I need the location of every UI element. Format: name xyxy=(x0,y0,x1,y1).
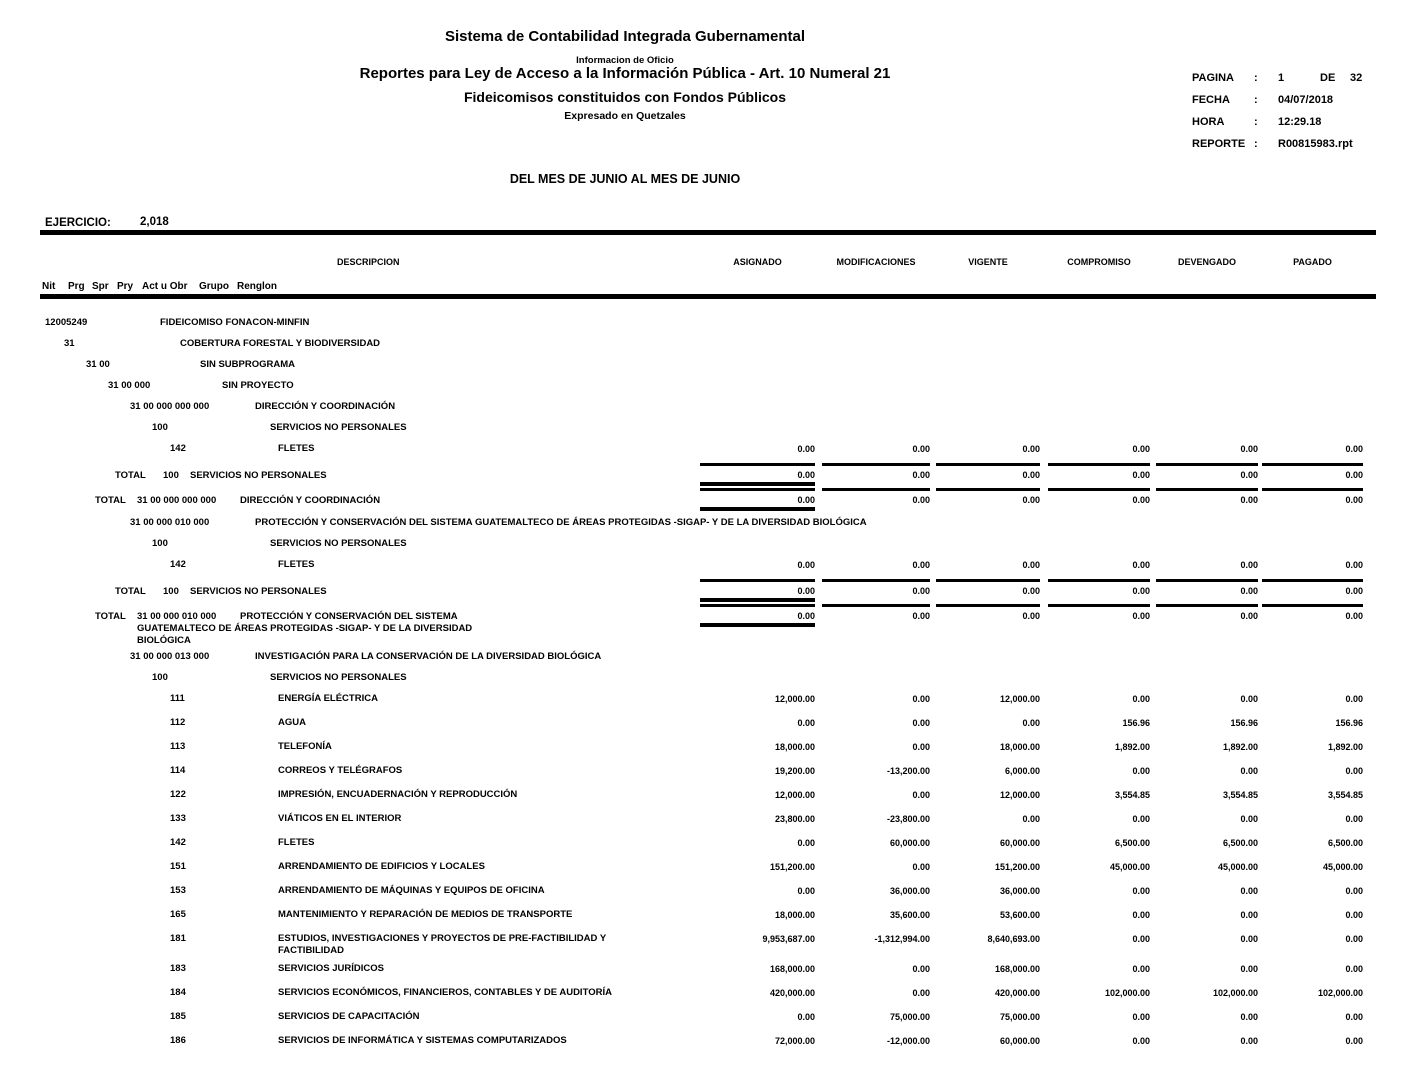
amount-cell: 0.00 xyxy=(1048,463,1150,480)
total-row xyxy=(0,487,1408,512)
amount-cell: 420,000.00 xyxy=(769,988,815,998)
amount-cell: 0.00 xyxy=(1345,1036,1363,1046)
group-row xyxy=(0,667,1408,688)
page-number: 1 xyxy=(1278,72,1285,84)
row-description: DIRECCIÓN Y COORDINACIÓN xyxy=(240,495,381,506)
amount-cell: 0.00 xyxy=(1240,814,1258,824)
time-value: 12:29.18 xyxy=(1278,116,1322,128)
amount-cell: 0.00 xyxy=(700,463,815,486)
amount-cell: 0.00 xyxy=(1156,579,1258,596)
row-description: ARRENDAMIENTO DE EDIFICIOS Y LOCALES xyxy=(278,861,485,872)
amount-cell: 0.00 xyxy=(912,862,930,872)
row-description: AGUA xyxy=(278,717,306,728)
amount-cell: 1,892.00 xyxy=(1327,742,1363,752)
amount-cell: 0.00 xyxy=(797,444,815,454)
amount-cell: 0.00 xyxy=(1240,444,1258,454)
column-header-compromiso: COMPROMISO xyxy=(1067,257,1131,267)
column-header-vigente: VIGENTE xyxy=(968,257,1008,267)
detail-row xyxy=(0,736,1408,760)
meta-row-pagina xyxy=(1192,72,1408,94)
row-code: 185 xyxy=(170,1011,186,1022)
header-separator-top xyxy=(40,230,1376,235)
amount-cell: 18,000.00 xyxy=(774,742,815,752)
amount-cell: 23,800.00 xyxy=(774,814,815,824)
amount-cell: 6,000.00 xyxy=(1004,766,1040,776)
amount-cell: 0.00 xyxy=(1345,964,1363,974)
row-description: SIN PROYECTO xyxy=(222,380,294,391)
amount-cell: 151,200.00 xyxy=(769,862,815,872)
amount-cell: 9,953,687.00 xyxy=(762,934,815,944)
row-code: 31 00 000 000 000 xyxy=(137,495,217,506)
amount-cell: 53,600.00 xyxy=(999,910,1040,920)
column-header-pagado: PAGADO xyxy=(1293,257,1332,267)
amount-cell: 0.00 xyxy=(1345,560,1363,570)
amount-cell: 60,000.00 xyxy=(999,1036,1040,1046)
amount-cell: 0.00 xyxy=(1345,1012,1363,1022)
amount-cell: 3,554.85 xyxy=(1222,790,1258,800)
row-description: FIDEICOMISO FONACON-MINFIN xyxy=(160,317,310,328)
amount-cell: -12,000.00 xyxy=(886,1036,930,1046)
detail-row xyxy=(0,784,1408,808)
amount-cell: 45,000.00 xyxy=(1217,862,1258,872)
amount-cell: 0.00 xyxy=(700,488,815,511)
group-row xyxy=(0,312,1408,333)
column-header-devengado: DEVENGADO xyxy=(1177,257,1236,267)
amount-cell: 0.00 xyxy=(1048,604,1150,621)
amount-cell: 72,000.00 xyxy=(774,1036,815,1046)
code-header-spr: Spr xyxy=(92,281,109,292)
group-row xyxy=(0,646,1408,667)
code-header-pry: Pry xyxy=(117,281,134,292)
amount-cell: 156.96 xyxy=(1122,718,1150,728)
amount-cell: -1,312,994.00 xyxy=(874,934,930,944)
detail-row xyxy=(0,958,1408,982)
amount-cell: 0.00 xyxy=(912,444,930,454)
row-code: 165 xyxy=(170,909,186,920)
amount-cell: 0.00 xyxy=(912,988,930,998)
row-code: 142 xyxy=(170,443,186,454)
row-description: INVESTIGACIÓN PARA LA CONSERVACIÓN DE LA DIVERSIDAD BIOLÓGICA xyxy=(255,651,602,662)
row-code: 133 xyxy=(170,813,186,824)
amount-cell: 0.00 xyxy=(1262,488,1363,505)
amount-cell: 0.00 xyxy=(797,838,815,848)
group-row xyxy=(0,333,1408,354)
amount-cell: 19,200.00 xyxy=(774,766,815,776)
amount-cell: 0.00 xyxy=(1132,1012,1150,1022)
amount-cell: 0.00 xyxy=(1022,444,1040,454)
row-code: 31 00 000 xyxy=(108,380,151,391)
amount-cell: 0.00 xyxy=(1240,934,1258,944)
amount-cell: 1,892.00 xyxy=(1114,742,1150,752)
amount-cell: 36,000.00 xyxy=(889,886,930,896)
amount-cell: 156.96 xyxy=(1335,718,1363,728)
report-table-body xyxy=(0,312,1408,1054)
amount-cell: 0.00 xyxy=(1132,814,1150,824)
row-description: FLETES xyxy=(278,443,315,454)
detail-row xyxy=(0,760,1408,784)
amount-cell: 75,000.00 xyxy=(999,1012,1040,1022)
row-description-line: GUATEMALTECO DE ÁREAS PROTEGIDAS -SIGAP- Y DE LA DIVERSIDAD xyxy=(137,623,473,634)
amount-cell: -23,800.00 xyxy=(886,814,930,824)
amount-cell: 420,000.00 xyxy=(994,988,1040,998)
colon: : xyxy=(1254,72,1258,84)
colon: : xyxy=(1254,94,1258,106)
row-description: COBERTURA FORESTAL Y BIODIVERSIDAD xyxy=(180,338,381,349)
amount-cell: 102,000.00 xyxy=(1212,988,1258,998)
report-meta xyxy=(1192,72,1408,160)
amount-cell: 0.00 xyxy=(936,488,1040,505)
column-header-descripcion: DESCRIPCION xyxy=(337,257,400,267)
time-label: HORA xyxy=(1192,116,1225,128)
report-file-value: R00815983.rpt xyxy=(1278,138,1353,150)
amount-cell: 0.00 xyxy=(1345,934,1363,944)
amount-cell: 0.00 xyxy=(822,579,930,596)
row-code: 100 xyxy=(163,470,179,481)
row-code: 114 xyxy=(170,765,186,776)
amount-cell: 0.00 xyxy=(1022,718,1040,728)
amount-cell: 0.00 xyxy=(1048,488,1150,505)
row-description: VIÁTICOS EN EL INTERIOR xyxy=(278,813,402,824)
amount-cell: 0.00 xyxy=(1132,1036,1150,1046)
code-header-prg: Prg xyxy=(68,281,85,292)
row-description: SIN SUBPROGRAMA xyxy=(200,359,296,370)
row-code: 181 xyxy=(170,933,186,944)
row-description: SERVICIOS ECONÓMICOS, FINANCIEROS, CONTABLES Y DE AUDITORÍA xyxy=(278,987,612,998)
amount-cell: 168,000.00 xyxy=(994,964,1040,974)
row-description: SERVICIOS JURÍDICOS xyxy=(278,963,384,974)
group-row xyxy=(0,512,1408,533)
amount-cell: 0.00 xyxy=(1240,964,1258,974)
group-row xyxy=(0,354,1408,375)
group-row xyxy=(0,533,1408,554)
detail-row xyxy=(0,1006,1408,1030)
row-code: 113 xyxy=(170,741,186,752)
amount-cell: 0.00 xyxy=(1132,934,1150,944)
amount-cell: 151,200.00 xyxy=(994,862,1040,872)
total-row xyxy=(0,462,1408,487)
row-description: SERVICIOS DE CAPACITACIÓN xyxy=(278,1011,420,1022)
total-row xyxy=(0,603,1408,646)
meta-row-reporte xyxy=(1192,138,1408,160)
code-header-renglon: Renglon xyxy=(237,281,277,292)
row-code: 112 xyxy=(170,717,186,728)
detail-row xyxy=(0,438,1408,462)
colon: : xyxy=(1254,138,1258,150)
row-description: PROTECCIÓN Y CONSERVACIÓN DEL SISTEMA GUATEMALTECO DE ÁREAS PROTEGIDAS -SIGAP- Y DE LA DIVERSIDAD BIOLÓGICA xyxy=(137,611,473,646)
row-description: MANTENIMIENTO Y REPARACIÓN DE MEDIOS DE TRANSPORTE xyxy=(278,909,573,920)
amount-cell: 0.00 xyxy=(912,790,930,800)
report-name: Fideicomisos constituidos con Fondos Públicos xyxy=(463,89,787,105)
amount-cell: 18,000.00 xyxy=(774,910,815,920)
total-label: TOTAL xyxy=(95,495,126,506)
row-code: 31 00 xyxy=(86,359,110,370)
amount-cell: 12,000.00 xyxy=(774,790,815,800)
amount-cell: 0.00 xyxy=(1132,964,1150,974)
amount-cell: 6,500.00 xyxy=(1222,838,1258,848)
detail-row xyxy=(0,808,1408,832)
amount-cell: 0.00 xyxy=(1240,766,1258,776)
total-row xyxy=(0,578,1408,603)
row-code: 100 xyxy=(152,422,168,433)
amount-cell: 102,000.00 xyxy=(1317,988,1363,998)
amount-cell: 75,000.00 xyxy=(889,1012,930,1022)
row-code: 31 xyxy=(64,338,75,349)
currency-note: Expresado en Quetzales xyxy=(564,110,686,122)
amount-cell: 0.00 xyxy=(822,604,930,621)
row-description: PROTECCIÓN Y CONSERVACIÓN DEL SISTEMA GUATEMALTECO DE ÁREAS PROTEGIDAS -SIGAP- Y DE LA DIVERSIDAD BIOLÓGICA xyxy=(255,517,867,528)
amount-cell: 0.00 xyxy=(1022,814,1040,824)
row-description: FLETES xyxy=(278,837,315,848)
row-code: 31 00 000 013 000 xyxy=(130,651,210,662)
amount-cell: 0.00 xyxy=(1022,560,1040,570)
row-code: 153 xyxy=(170,885,186,896)
row-description-line: BIOLÓGICA xyxy=(137,635,191,646)
amount-cell: 0.00 xyxy=(1345,910,1363,920)
amount-cell: 12,000.00 xyxy=(774,694,815,704)
date-value: 04/07/2018 xyxy=(1278,94,1334,106)
amount-cell: 0.00 xyxy=(797,886,815,896)
amount-cell: 36,000.00 xyxy=(999,886,1040,896)
amount-cell: 0.00 xyxy=(936,579,1040,596)
amount-cell: 0.00 xyxy=(1132,886,1150,896)
amount-cell: 6,500.00 xyxy=(1327,838,1363,848)
total-label: TOTAL xyxy=(115,470,146,481)
amount-cell: 3,554.85 xyxy=(1327,790,1363,800)
amount-cell: 0.00 xyxy=(912,560,930,570)
row-code: 142 xyxy=(170,837,186,848)
detail-row xyxy=(0,904,1408,928)
meta-row-fecha xyxy=(1192,94,1408,116)
row-code: 183 xyxy=(170,963,186,974)
row-description: IMPRESIÓN, ENCUADERNACIÓN Y REPRODUCCIÓN xyxy=(278,789,518,800)
amount-cell: 0.00 xyxy=(912,964,930,974)
amount-cell: 0.00 xyxy=(1132,910,1150,920)
amount-cell: 0.00 xyxy=(1240,1012,1258,1022)
period-title: DEL MES DE JUNIO AL MES DE JUNIO xyxy=(509,172,741,186)
row-code: 31 00 000 010 000 xyxy=(137,611,217,622)
detail-row xyxy=(0,880,1408,904)
row-description: SERVICIOS NO PERSONALES xyxy=(190,586,327,597)
row-description-line: FACTIBILIDAD xyxy=(278,945,344,956)
code-header-nit: Nit xyxy=(42,281,56,292)
amount-cell: 0.00 xyxy=(912,694,930,704)
ejercicio-value: 2,018 xyxy=(140,216,169,228)
detail-row xyxy=(0,832,1408,856)
colon: : xyxy=(1254,116,1258,128)
amount-cell: 156.96 xyxy=(1230,718,1258,728)
amount-cell: 0.00 xyxy=(1345,694,1363,704)
row-code: 31 00 000 010 000 xyxy=(130,517,210,528)
amount-cell: 0.00 xyxy=(822,463,930,480)
amount-cell: 0.00 xyxy=(1156,488,1258,505)
amount-cell: 0.00 xyxy=(1262,463,1363,480)
row-description: SERVICIOS NO PERSONALES xyxy=(270,422,407,433)
amount-cell: 0.00 xyxy=(1345,766,1363,776)
header-separator-bottom xyxy=(40,294,1376,299)
row-code: 31 00 000 000 000 xyxy=(130,401,210,412)
page-de-label: DE xyxy=(1320,72,1336,84)
row-description: ARRENDAMIENTO DE MÁQUINAS Y EQUIPOS DE OFICINA xyxy=(278,885,545,896)
code-header-act-u-obr: Act u Obr xyxy=(142,281,188,292)
amount-cell: 0.00 xyxy=(1132,560,1150,570)
amount-cell: 8,640,693.00 xyxy=(987,934,1040,944)
row-description: TELEFONÍA xyxy=(278,741,332,752)
row-code: 151 xyxy=(170,861,186,872)
detail-row xyxy=(0,712,1408,736)
amount-cell: 0.00 xyxy=(1262,604,1363,621)
meta-row-hora xyxy=(1192,116,1408,138)
amount-cell: 0.00 xyxy=(1345,444,1363,454)
row-code: 142 xyxy=(170,559,186,570)
amount-cell: 0.00 xyxy=(1345,814,1363,824)
detail-row xyxy=(0,856,1408,880)
amount-cell: 0.00 xyxy=(797,560,815,570)
amount-cell: 0.00 xyxy=(1240,910,1258,920)
amount-cell: 0.00 xyxy=(1048,579,1150,596)
row-code: 111 xyxy=(170,693,185,704)
group-row xyxy=(0,375,1408,396)
report-file-label: REPORTE xyxy=(1192,138,1246,150)
amount-cell: 0.00 xyxy=(822,488,930,505)
row-description: SERVICIOS DE INFORMÁTICA Y SISTEMAS COMPUTARIZADOS xyxy=(278,1035,567,1046)
row-description: ESTUDIOS, INVESTIGACIONES Y PROYECTOS DE PRE-FACTIBILIDAD Y FACTIBILIDAD xyxy=(278,933,607,956)
amount-cell: 60,000.00 xyxy=(889,838,930,848)
amount-cell: 12,000.00 xyxy=(999,790,1040,800)
page-label: PAGINA xyxy=(1192,72,1234,84)
amount-cell: 0.00 xyxy=(1240,1036,1258,1046)
detail-row xyxy=(0,928,1408,958)
detail-row xyxy=(0,554,1408,578)
detail-row xyxy=(0,688,1408,712)
amount-cell: 0.00 xyxy=(1240,886,1258,896)
amount-cell: 168,000.00 xyxy=(769,964,815,974)
amount-cell: 12,000.00 xyxy=(999,694,1040,704)
amount-cell: 60,000.00 xyxy=(999,838,1040,848)
amount-cell: 45,000.00 xyxy=(1109,862,1150,872)
column-header-modificaciones: MODIFICACIONES xyxy=(836,257,916,267)
row-description: SERVICIOS NO PERSONALES xyxy=(270,672,407,683)
law-title: Reportes para Ley de Acceso a la Información Pública - Art. 10 Numeral 21 xyxy=(359,65,891,82)
row-code: 186 xyxy=(170,1035,186,1046)
amount-cell: 0.00 xyxy=(700,579,815,602)
row-code: 100 xyxy=(152,672,168,683)
amount-cell: 1,892.00 xyxy=(1222,742,1258,752)
amount-cell: 0.00 xyxy=(936,604,1040,621)
row-description: SERVICIOS NO PERSONALES xyxy=(190,470,327,481)
amount-cell: 0.00 xyxy=(1156,604,1258,621)
amount-cell: 18,000.00 xyxy=(999,742,1040,752)
column-header-asignado: ASIGNADO xyxy=(733,257,782,267)
amount-cell: 45,000.00 xyxy=(1322,862,1363,872)
amount-cell: -13,200.00 xyxy=(886,766,930,776)
amount-cell: 0.00 xyxy=(912,718,930,728)
row-description: FLETES xyxy=(278,559,315,570)
amount-cell: 0.00 xyxy=(1240,560,1258,570)
group-row xyxy=(0,417,1408,438)
detail-row xyxy=(0,1030,1408,1054)
amount-cell: 0.00 xyxy=(797,718,815,728)
row-code: 122 xyxy=(170,789,186,800)
amount-cell: 0.00 xyxy=(1262,579,1363,596)
row-code: 184 xyxy=(170,987,186,998)
detail-row xyxy=(0,982,1408,1006)
group-row xyxy=(0,396,1408,417)
amount-cell: 0.00 xyxy=(1132,694,1150,704)
amount-cell: 102,000.00 xyxy=(1104,988,1150,998)
amount-cell: 0.00 xyxy=(1240,694,1258,704)
total-label: TOTAL xyxy=(115,586,146,597)
amount-cell: 0.00 xyxy=(912,742,930,752)
date-label: FECHA xyxy=(1192,94,1230,106)
amount-cell: 0.00 xyxy=(1156,463,1258,480)
amount-cell: 0.00 xyxy=(1132,444,1150,454)
ejercicio-label: EJERCICIO: xyxy=(45,217,111,229)
amount-cell: 35,600.00 xyxy=(889,910,930,920)
code-header-grupo: Grupo xyxy=(199,281,229,292)
row-code: 100 xyxy=(163,586,179,597)
row-description: ENERGÍA ELÉCTRICA xyxy=(278,693,378,704)
amount-cell: 0.00 xyxy=(700,604,815,627)
row-code: 12005249 xyxy=(45,317,88,328)
amount-cell: 0.00 xyxy=(797,1012,815,1022)
amount-cell: 3,554.85 xyxy=(1114,790,1150,800)
info-type-label: Informacion de Oficio xyxy=(576,55,674,66)
amount-cell: 0.00 xyxy=(1345,886,1363,896)
amount-cell: 0.00 xyxy=(1132,766,1150,776)
amount-cell: 6,500.00 xyxy=(1114,838,1150,848)
row-description: DIRECCIÓN Y COORDINACIÓN xyxy=(255,401,396,412)
row-description: SERVICIOS NO PERSONALES xyxy=(270,538,407,549)
row-description: CORREOS Y TELÉGRAFOS xyxy=(278,765,403,776)
page-total: 32 xyxy=(1350,72,1363,84)
amount-cell: 0.00 xyxy=(936,463,1040,480)
total-label: TOTAL xyxy=(95,611,126,622)
system-title: Sistema de Contabilidad Integrada Gubernamental xyxy=(444,28,806,45)
row-code: 100 xyxy=(152,538,168,549)
